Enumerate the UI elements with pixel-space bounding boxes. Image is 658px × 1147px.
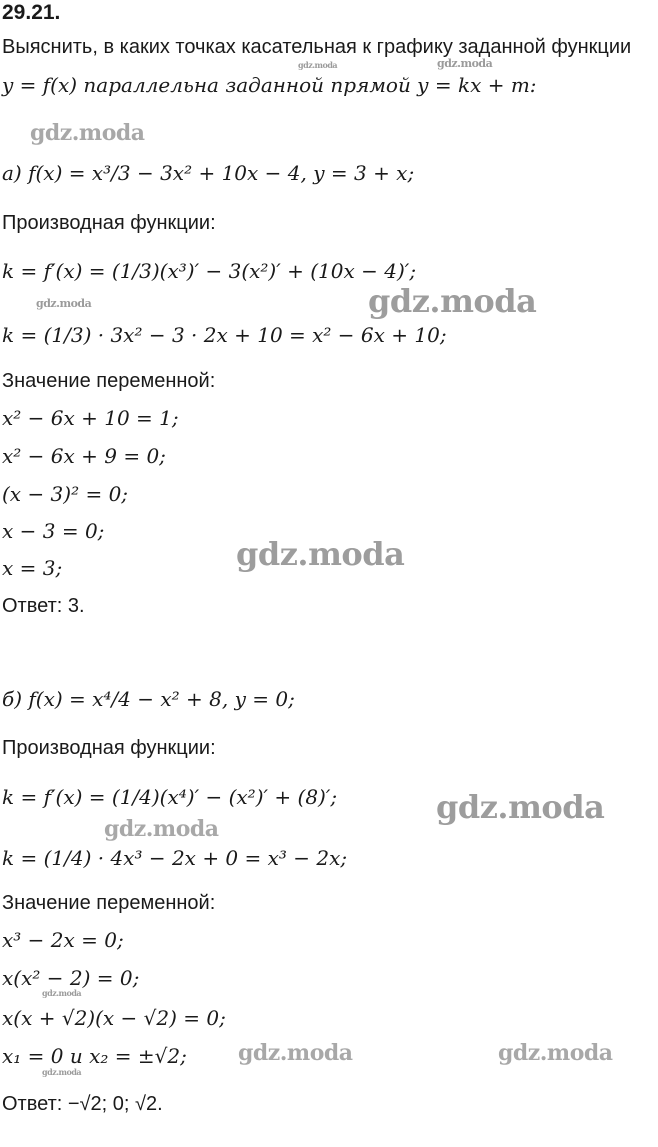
part-a-derivative-heading: Производная функции: [2, 212, 216, 234]
watermark: gdz.moda [238, 1040, 353, 1066]
watermark: gdz.moda [30, 120, 145, 146]
part-a-value-heading: Значение переменной: [2, 370, 216, 392]
part-a-equation-5: x = 3; [2, 556, 63, 580]
problem-statement-line-1: Выяснить, в каких точках касательная к графику заданной функции [2, 36, 632, 58]
part-b-equation-3: x(x + √2)(x − √2) = 0; [2, 1006, 226, 1030]
part-b-given: б) f(x) = x⁴/4 − x² + 8, y = 0; [2, 687, 295, 711]
watermark: gdz.moda [36, 297, 92, 310]
watermark: gdz.moda [368, 282, 537, 320]
part-b-derivative-2: k = (1/4) · 4x³ − 2x + 0 = x³ − 2x; [2, 846, 348, 870]
problem-statement-line-2: y = f(x) параллельна заданной прямой y = kx + m: [2, 73, 537, 97]
part-a-derivative-1: k = f′(x) = (1/3)(x³)′ − 3(x²)′ + (10x − 4)′; [2, 259, 417, 283]
part-b-derivative-1: k = f′(x) = (1/4)(x⁴)′ − (x²)′ + (8)′; [2, 785, 338, 809]
part-a-equation-1: x² − 6x + 10 = 1; [2, 406, 179, 430]
part-a-answer: Ответ: 3. [2, 595, 85, 617]
part-b-equation-4: x₁ = 0 и x₂ = ±√2; [2, 1044, 187, 1068]
watermark: gdz.moda [498, 1040, 613, 1066]
watermark: gdz.moda [42, 988, 82, 998]
part-b-value-heading: Значение переменной: [2, 892, 216, 914]
problem-number: 29.21. [2, 1, 61, 24]
watermark: gdz.moda [436, 788, 605, 826]
part-b-equation-1: x³ − 2x = 0; [2, 928, 124, 952]
watermark: gdz.moda [437, 57, 493, 70]
watermark: gdz.moda [298, 60, 338, 70]
part-a-equation-4: x − 3 = 0; [2, 519, 105, 543]
part-a-derivative-2: k = (1/3) · 3x² − 3 · 2x + 10 = x² − 6x + 10; [2, 323, 447, 347]
watermark: gdz.moda [236, 535, 405, 573]
watermark: gdz.moda [42, 1067, 82, 1077]
part-a-given: а) f(x) = x³/3 − 3x² + 10x − 4, y = 3 + x; [2, 161, 415, 185]
part-b-derivative-heading: Производная функции: [2, 737, 216, 759]
part-a-equation-3: (x − 3)² = 0; [2, 482, 129, 506]
part-b-answer: Ответ: −√2; 0; √2. [2, 1093, 163, 1115]
part-b-equation-2: x(x² − 2) = 0; [2, 966, 140, 990]
part-a-equation-2: x² − 6x + 9 = 0; [2, 444, 166, 468]
watermark: gdz.moda [104, 816, 219, 842]
